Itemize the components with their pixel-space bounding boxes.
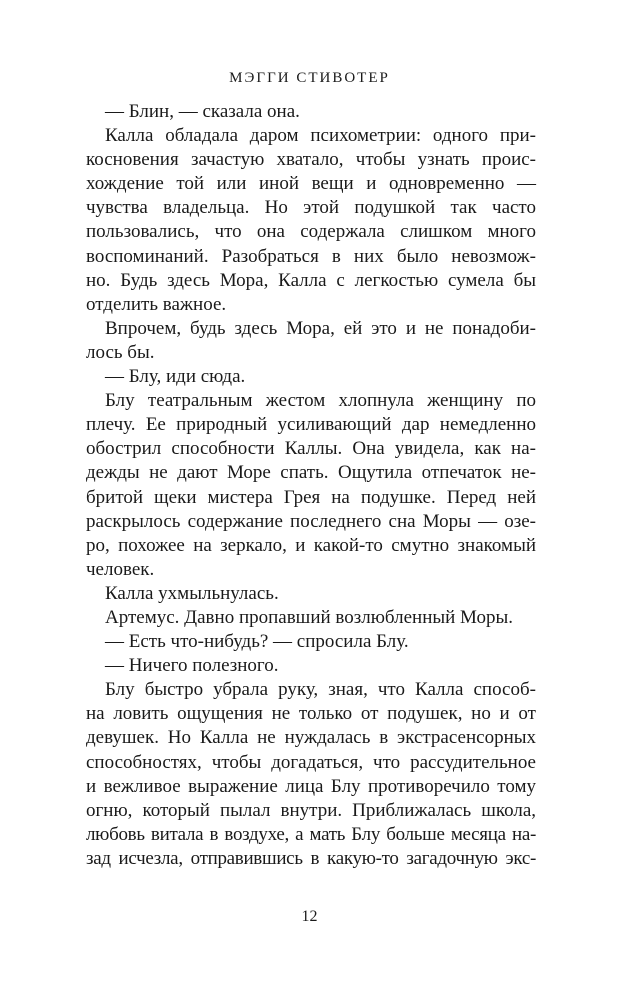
text-line: на ловить ощущения не только от подушек, но и от bbox=[86, 703, 536, 725]
text-line: но. Будь здесь Мора, Калла с легкостью сумела бы bbox=[86, 269, 536, 291]
text-line: огню, который пылал внутри. Приближалась школа, bbox=[86, 799, 536, 821]
text-line: дежды не дают Море спать. Ощутила отпечаток не- bbox=[86, 462, 536, 484]
text-line: способностях, чтобы догадаться, что рассудительное bbox=[86, 751, 536, 773]
text-line: Артемус. Давно пропавший возлюбленный Моры. bbox=[105, 606, 513, 628]
text-line: косновения зачастую хватало, чтобы узнать проис- bbox=[86, 149, 536, 171]
text-line: человек. bbox=[86, 558, 155, 580]
text-line: хождение той или иной вещи и одновременно — bbox=[86, 173, 536, 195]
text-line: обострил способности Каллы. Она увидела, как на- bbox=[86, 438, 536, 460]
text-line: — Блу, иди сюда. bbox=[105, 366, 246, 388]
text-line: раскрылось содержание последнего сна Моры — озе- bbox=[86, 510, 536, 532]
text-line: девушек. Но Калла не нуждалась в экстрасенсорных bbox=[86, 727, 536, 749]
text-line: — Ничего полезного. bbox=[105, 655, 279, 677]
text-line: плечу. Ее природный усиливающий дар немедленно bbox=[86, 414, 536, 436]
text-line: — Блин, — сказала она. bbox=[105, 101, 300, 122]
text-line: зад исчезла, отправившись в какую-то загадочную экс- bbox=[86, 847, 536, 869]
text-line: — Есть что-нибудь? — спросила Блу. bbox=[105, 631, 409, 653]
text-line: Блу быстро убрала руку, зная, что Калла способ- bbox=[105, 679, 536, 701]
text-line: лось бы. bbox=[86, 341, 155, 363]
text-line: Впрочем, будь здесь Мора, ей это и не понадоби- bbox=[105, 317, 536, 339]
text-line: Калла обладала даром психометрии: одного при- bbox=[105, 125, 536, 147]
text-line: пользовались, что она содержала слишком много bbox=[86, 221, 536, 243]
text-line: ро, похожее на зеркало, и какой-то смутно знакомый bbox=[86, 534, 536, 556]
text-line: чувства владельца. Но этой подушкой так часто bbox=[86, 197, 536, 219]
running-head: МЭГГИ СТИВОТЕР bbox=[229, 70, 390, 86]
text-line: бритой щеки мистера Грея на подушке. Перед ней bbox=[86, 486, 536, 508]
text-line: любовь витала в воздухе, а мать Блу больше месяца на- bbox=[86, 823, 536, 845]
text-line: Блу театральным жестом хлопнула женщину по bbox=[105, 390, 536, 412]
text-line: и вежливое выражение лица Блу противоречило тому bbox=[86, 775, 536, 797]
body-text bbox=[86, 100, 536, 871]
text-line: воспоминаний. Разобраться в них было невозмож- bbox=[86, 245, 536, 267]
text-line: Калла ухмыльнулась. bbox=[105, 582, 279, 604]
text-line: отделить важное. bbox=[86, 293, 227, 315]
page-number: 12 bbox=[301, 908, 318, 925]
